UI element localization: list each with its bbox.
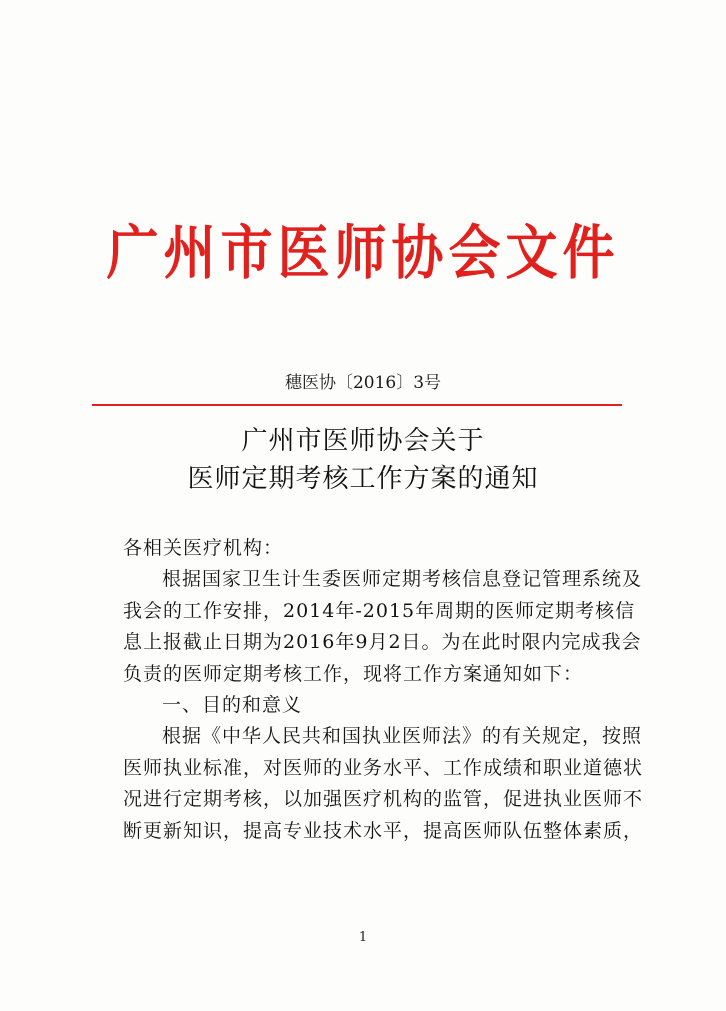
notice-title-line-2: 医师定期考核工作方案的通知 <box>187 464 539 494</box>
red-divider-line <box>92 404 622 406</box>
notice-body <box>123 533 643 847</box>
notice-title-line-1: 广州市医师协会关于 <box>241 426 485 456</box>
paragraph-intro: 根据国家卫生计生委医师定期考核信息登记管理系统及我会的工作安排，2014年-2015年周期的医师定期考核信息上报截止日期为2016年9月2日。为在此时限内完成我会负责的医师定期考核工作，现将工作方案通知如下： <box>123 568 643 685</box>
section-heading-purpose: 一、目的和意义 <box>162 694 303 717</box>
salutation: 各相关医疗机构： <box>123 537 284 559</box>
document-number: 穗医协〔2016〕3号 <box>284 373 442 393</box>
masthead-title: 广州市医师协会文件 <box>106 219 620 288</box>
paragraph-purpose: 根据《中华人民共和国执业医师法》的有关规定，按照医师执业标准，对医师的业务水平、工作成绩和职业道德状况进行定期考核，以加强医疗机构的监管，促进执业医师不断更新知识，提高专业技术水平，提高医师队伍整体素质， <box>123 725 644 842</box>
page-number: 1 <box>358 930 368 945</box>
